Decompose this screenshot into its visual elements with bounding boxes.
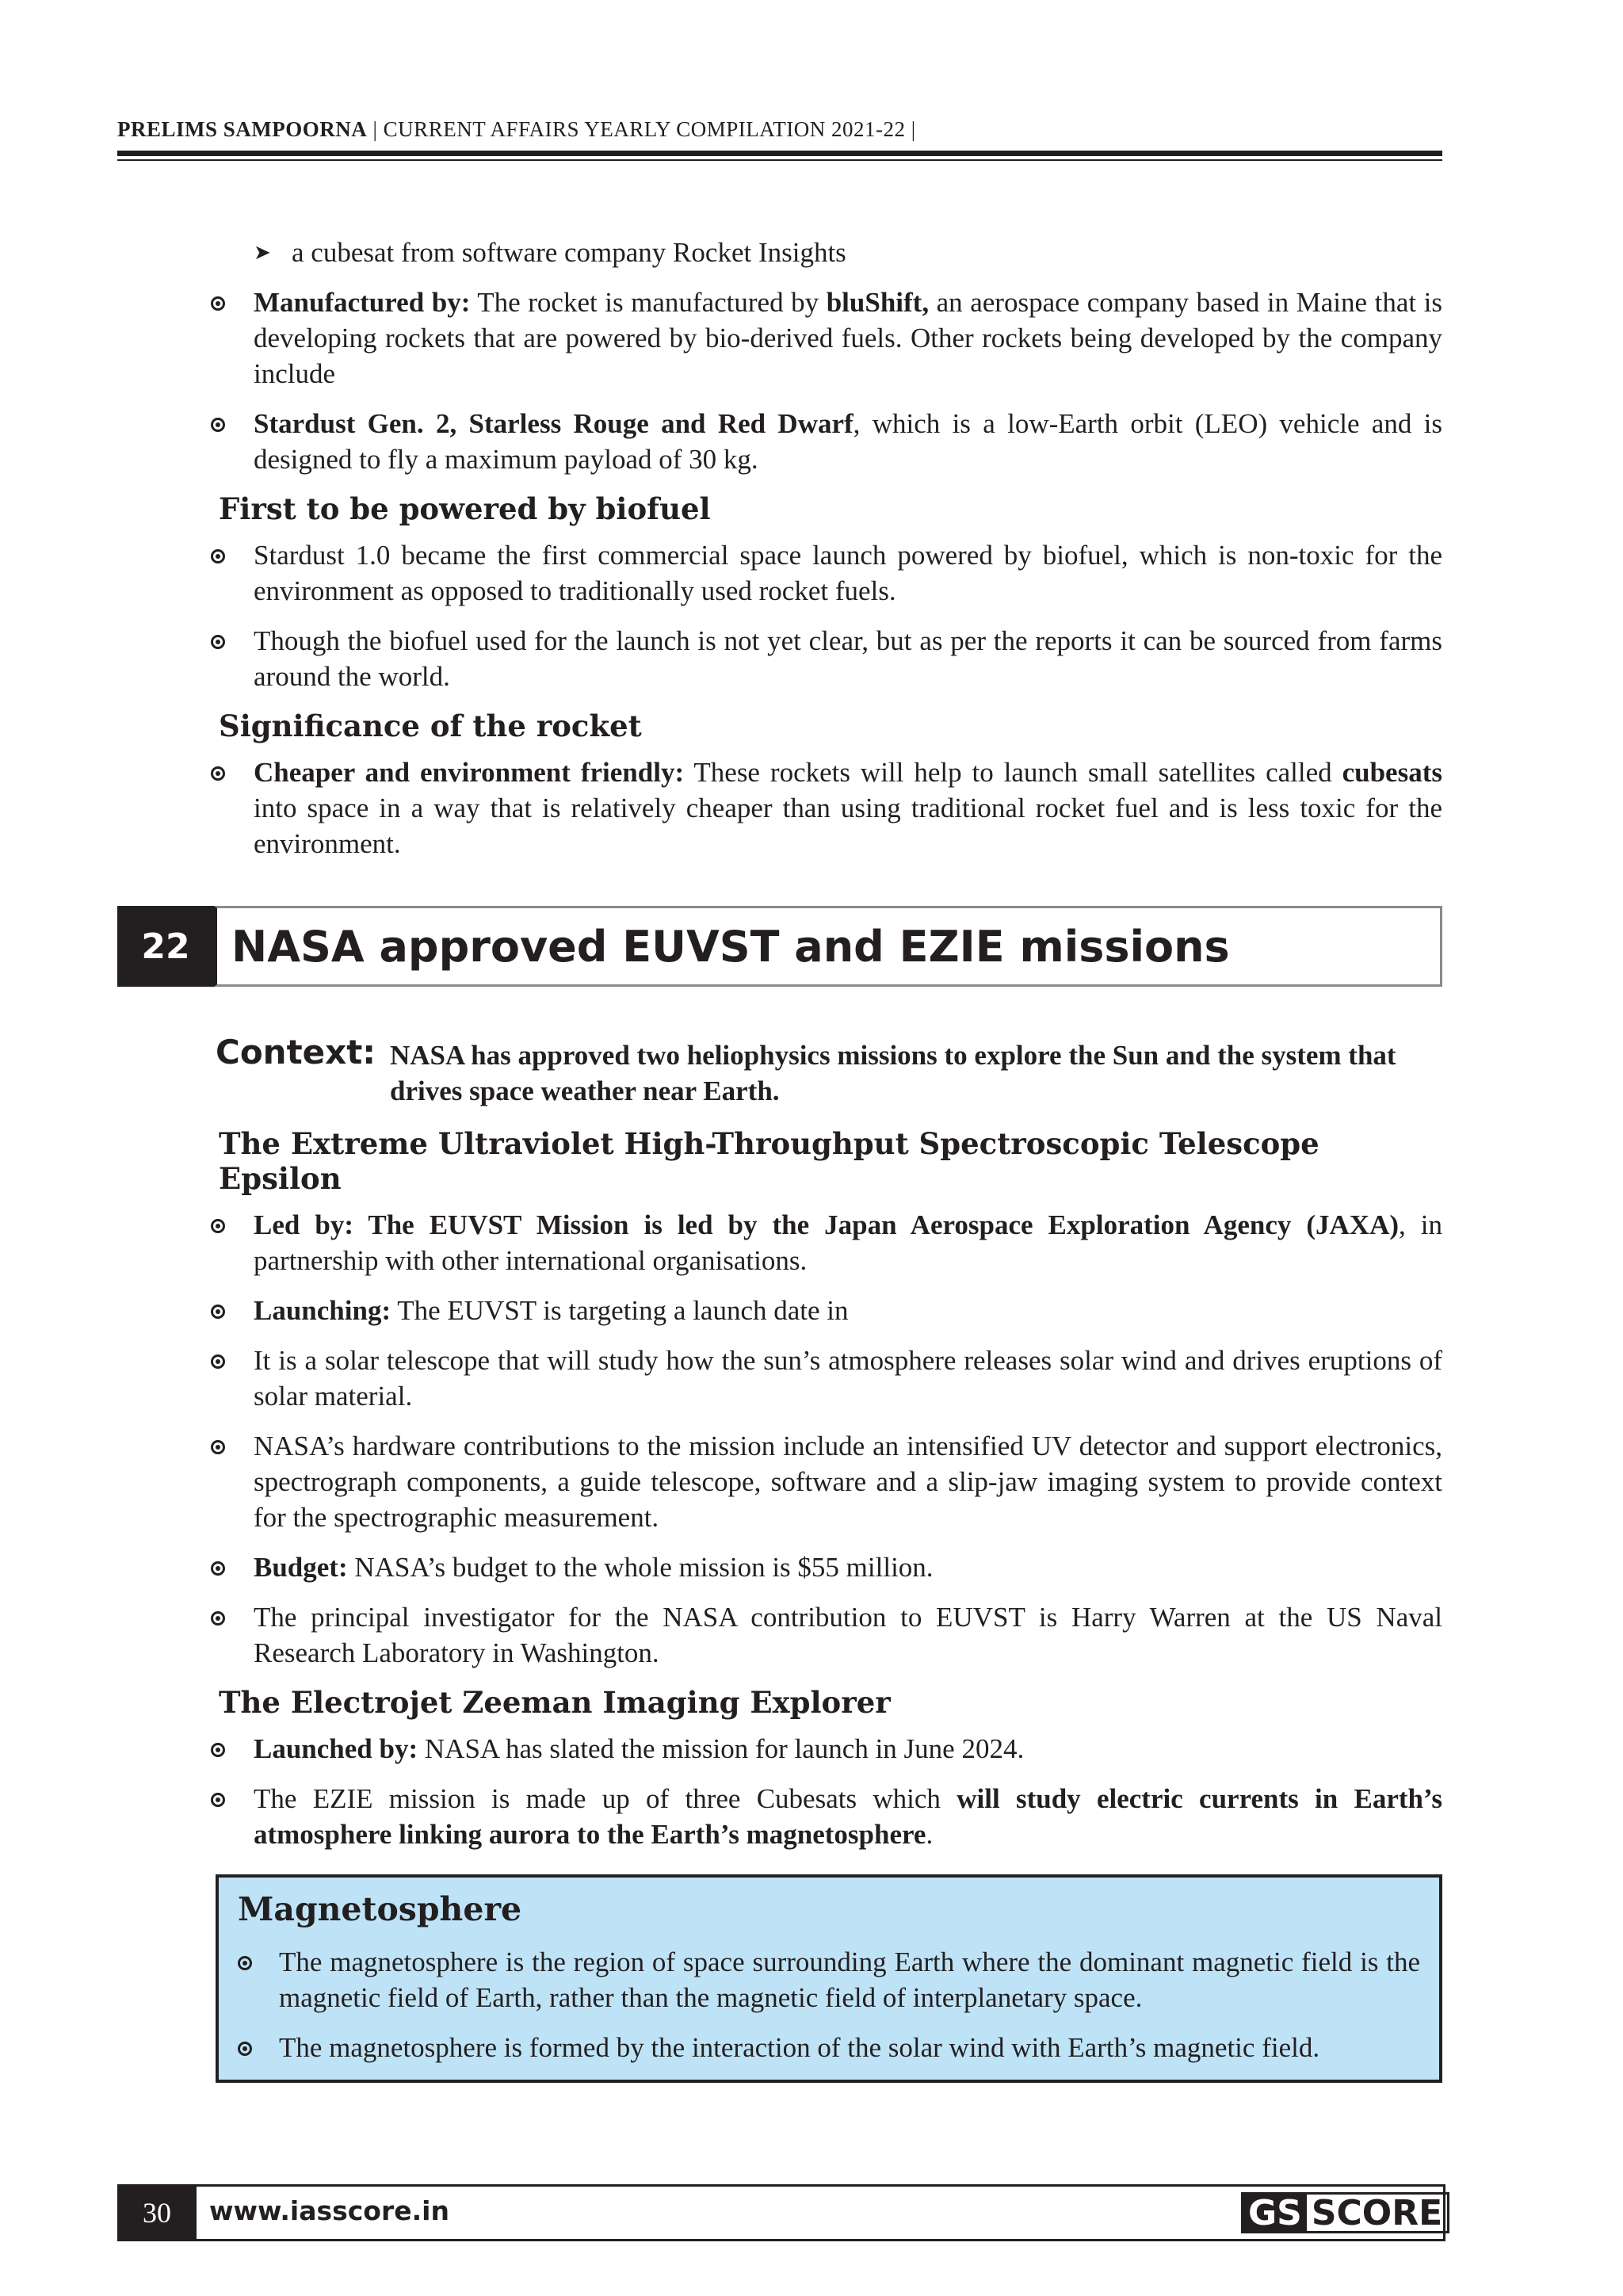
- running-header: [117, 117, 916, 142]
- bullet-text: into space in a way that is relatively cheaper than using traditional rocket fuel and is less toxic for the environment.: [254, 793, 1442, 859]
- gs-score-logo: [1241, 2192, 1449, 2233]
- bold-lead: Manufactured by:: [254, 287, 471, 318]
- logo-score: SCORE: [1311, 2192, 1443, 2233]
- bold-term: will study electric currents in Earth’s atmosphere linking aurora to the Earth’s magnetosphere: [254, 1783, 1442, 1850]
- bullet-text: NASA has slated the mission for launch in June 2024.: [418, 1733, 1025, 1764]
- bullet-item: [117, 1428, 1442, 1535]
- bullet-item: [117, 1549, 1442, 1585]
- sub-bullet-text: a cubesat from software company Rocket Insights: [292, 237, 846, 268]
- bullet-text: The EZIE mission is made up of three Cubesats which: [254, 1783, 957, 1814]
- bullet-icon: [211, 1611, 225, 1626]
- bullet-text: Though the biofuel used for the launch is not yet clear, but as per the reports it can be sourced from farms around the world.: [254, 625, 1442, 692]
- bullet-item: [117, 623, 1442, 694]
- header-rule: [117, 151, 1442, 156]
- arrow-bullet-icon: ➤: [254, 241, 271, 264]
- bullet-item: [117, 537, 1442, 609]
- context-text: NASA has approved two heliophysics missions to explore the Sun and the system that drives space weather near Earth.: [390, 1040, 1396, 1106]
- bullet-item: [117, 1207, 1442, 1278]
- subheading-ezie: The Electrojet Zeeman Imaging Explorer: [219, 1685, 891, 1720]
- bullet-icon: [211, 1561, 225, 1576]
- bold-lead: Stardust Gen. 2, Starless Rouge and Red Dwarf: [254, 408, 854, 439]
- header-rule: [117, 159, 1442, 161]
- section-header: [117, 906, 1442, 987]
- context-label: Context:: [216, 1033, 376, 1072]
- bullet-item: [117, 285, 1442, 392]
- bullet-icon: [211, 1793, 225, 1807]
- bullet-text: , in partnership with other international organisations.: [254, 1209, 1442, 1276]
- header-separator: |: [905, 117, 916, 141]
- subheading-euvst: The Extreme Ultraviolet High-Throughput Spectroscopic Telescope Epsilon: [219, 1126, 1319, 1196]
- bullet-icon: [211, 1305, 225, 1319]
- callout-title: Magnetosphere: [238, 1890, 522, 1928]
- bullet-item: [219, 2030, 1420, 2065]
- header-title: CURRENT AFFAIRS YEARLY COMPILATION 2021-22: [383, 117, 906, 141]
- bullet-icon: [238, 1956, 252, 1970]
- bold-lead: Cheaper and environment friendly:: [254, 757, 685, 788]
- bullet-icon: [211, 1440, 225, 1454]
- bullet-text: Stardust 1.0 became the first commercial space launch powered by biofuel, which is non-toxic for the environment as opposed to traditionally used rocket fuels.: [254, 540, 1442, 606]
- bullet-text: The magnetosphere is formed by the interaction of the solar wind with Earth’s magnetic field.: [279, 2032, 1320, 2063]
- header-separator: |: [367, 117, 384, 141]
- bullet-text: The principal investigator for the NASA contribution to EUVST is Harry Warren at the US Naval Research Laboratory in Washington.: [254, 1602, 1442, 1668]
- subheading-significance: Significance of the rocket: [219, 709, 642, 743]
- bullet-item: [219, 1944, 1420, 2015]
- bullet-icon: [211, 766, 225, 781]
- page-number: 30: [117, 2184, 197, 2241]
- logo-gs: GS: [1243, 2195, 1307, 2231]
- subheading-biofuel: First to be powered by biofuel: [219, 491, 711, 526]
- bullet-text: It is a solar telescope that will study how the sun’s atmosphere releases solar wind and drives eruptions of solar material.: [254, 1345, 1442, 1412]
- footer-website: www.iasscore.in: [209, 2195, 449, 2226]
- bold-lead: Budget:: [254, 1552, 348, 1583]
- bullet-icon: [211, 1354, 225, 1369]
- sub-bullet: [117, 235, 1442, 270]
- bullet-text: an aerospace company based in Maine that is developing rockets that are powered by bio-derived fuels. Other rockets being developed by the company include: [254, 287, 1442, 389]
- bullet-item: [117, 755, 1442, 861]
- bullet-icon: [211, 549, 225, 563]
- bullet-icon: [211, 1219, 225, 1233]
- section-number: 22: [117, 906, 214, 987]
- bullet-icon: [211, 418, 225, 432]
- bullet-item: [117, 1781, 1442, 1852]
- bullet-text: .: [926, 1819, 934, 1850]
- bullet-icon: [211, 296, 225, 311]
- context-block: [117, 1033, 1442, 1109]
- bullet-item: [117, 1343, 1442, 1414]
- bold-term: bluShift,: [826, 287, 930, 318]
- bold-lead: Led by: The EUVST Mission is led by the Japan Aerospace Exploration Agency (JAXA): [254, 1209, 1400, 1240]
- page-content: [117, 235, 1442, 2083]
- bullet-text: These rockets will help to launch small satellites called: [684, 757, 1342, 788]
- bold-term: cubesats: [1342, 757, 1442, 788]
- bullet-text: The magnetosphere is the region of space surrounding Earth where the dominant magnetic field is the magnetic field of Earth, rather than the magnetic field of interplanetary space.: [279, 1946, 1420, 2013]
- bullet-icon: [238, 2042, 252, 2056]
- bullet-text: The rocket is manufactured by: [470, 287, 827, 318]
- bullet-text: , which is a low-Earth orbit (LEO) vehicle and is designed to fly a maximum payload of 30 kg.: [254, 408, 1442, 475]
- bullet-item: [117, 1599, 1442, 1671]
- bullet-item: [117, 1731, 1442, 1767]
- section-title: NASA approved EUVST and EZIE missions: [214, 906, 1442, 987]
- magnetosphere-callout: [216, 1874, 1442, 2083]
- bullet-text: The EUVST is targeting a launch date in: [391, 1295, 849, 1326]
- bullet-item: [117, 406, 1442, 477]
- bullet-item: [117, 1293, 1442, 1328]
- bold-lead: Launching:: [254, 1295, 391, 1326]
- bullet-text: NASA’s hardware contributions to the mission include an intensified UV detector and support electronics, spectrograph components, a guide telescope, software and a slip-jaw imaging system to provide context for the spectrographic measurement.: [254, 1431, 1442, 1533]
- bullet-icon: [211, 1743, 225, 1757]
- bullet-text: NASA’s budget to the whole mission is $55 million.: [347, 1552, 934, 1583]
- header-series: PRELIMS SAMPOORNA: [117, 117, 368, 141]
- bold-lead: Launched by:: [254, 1733, 418, 1764]
- bullet-icon: [211, 635, 225, 649]
